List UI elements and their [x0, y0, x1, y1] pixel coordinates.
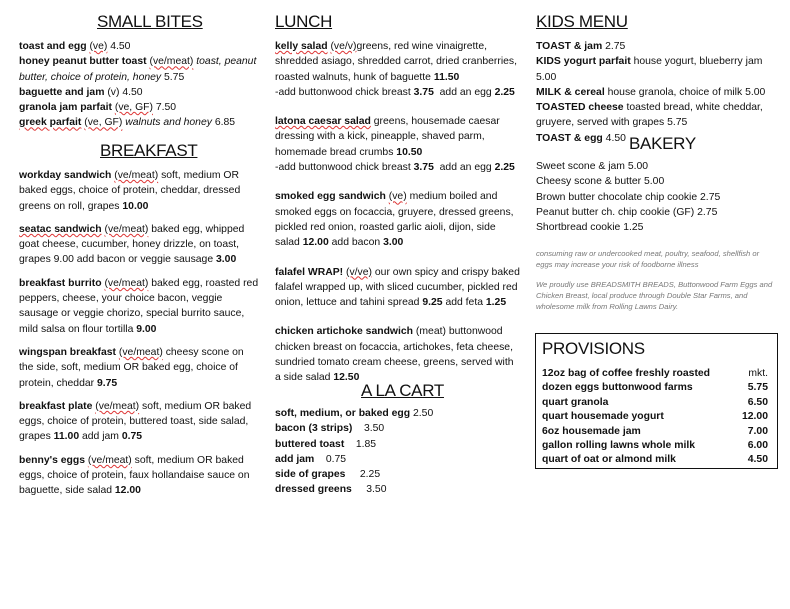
menu-item: baguette and jam (v) 4.50 [19, 86, 143, 98]
cart-item: buttered toast 1.85 [275, 438, 377, 450]
cart-item: dressed greens 3.50 [275, 484, 387, 496]
provisions-price: 6.00 [747, 440, 768, 451]
kids-item: TOASTED cheese toasted bread, white cheddar, gruyere, served with grapes 5.75 [536, 102, 763, 129]
breakfast-heading: BREAKFAST [100, 141, 198, 160]
provisions-heading: PROVISIONS [542, 339, 645, 358]
provisions-row [542, 410, 768, 424]
provisions-label: 12oz bag of coffee freshly roasted [542, 368, 711, 379]
menu-item-addon: -add buttonwood chick breast 3.75 add an egg 2.25 [275, 162, 515, 174]
bakery-item: Sweet scone & jam 5.00 [536, 161, 649, 172]
bakery-item: Shortbread cookie 1.25 [536, 222, 644, 234]
provisions-label: quart of oat or almond milk [542, 454, 676, 465]
kids-menu-list [536, 39, 781, 146]
menu-item: greek parfait (ve, GF) walnuts and honey 6.85 [19, 117, 236, 129]
provisions-price: 6.50 [747, 397, 768, 408]
provisions-label: dozen eggs buttonwood farms [542, 382, 693, 393]
provisions-row [542, 453, 768, 467]
sourcing-note: We proudly use BREADSMITH BREADS, Buttonwood Farm Eggs and Chicken Breast, local produce through Double Star Farms, and wholesome milk from Rolling Lawns Dairy. [536, 280, 773, 311]
provisions-row [542, 439, 768, 453]
cart-item: side of grapes 2.25 [275, 469, 381, 481]
menu-item: smoked egg sandwich (ve) medium boiled and smoked eggs on focaccia, gruyere, dressed greens, pickled red onion, roasted garlic aioli, dijon, side salad 12.00 add bacon 3.00 [275, 191, 514, 249]
small-bites-heading: SMALL BITES [97, 12, 203, 31]
provisions-row [542, 396, 768, 410]
provisions-label: quart granola [542, 397, 609, 408]
bakery-item: Peanut butter ch. chip cookie (GF) 2.75 [536, 206, 718, 218]
kids-menu-heading: KIDS MENU [536, 12, 628, 31]
a-la-cart-heading: A LA CART [361, 381, 444, 400]
provisions-price: mkt. [748, 368, 768, 379]
provisions-price: 12.00 [741, 411, 768, 422]
menu-item: honey peanut butter toast (ve/meat) toast, peanut butter, choice of protein, honey 5.75 [19, 56, 257, 83]
provisions-row [542, 367, 768, 381]
kids-item: KIDS yogurt parfait house yogurt, blueberry jam 5.00 [536, 56, 763, 83]
menu-item: breakfast plate (ve/meat) soft, medium OR baked eggs, choice of protein, buttered toast, side salad, grapes 11.00 add jam 0.75 [19, 400, 252, 443]
cart-item: soft, medium, or baked egg 2.50 [275, 408, 434, 419]
menu-item: breakfast burrito (ve/meat) baked egg, roasted red peppers, cheese, your choice bacon, veggie sausage or veggie chorizo, special burrito sauce, mild salsa on flour tortilla 9.00 [19, 277, 259, 335]
provisions-row [542, 425, 768, 439]
cart-item: bacon (3 strips) 3.50 [275, 423, 385, 435]
menu-item: chicken artichoke sandwich (meat) buttonwood chicken breast on focaccia, artichokes, feta cheese, sundried tomato cream cheese, greens, served with a side salad 12.50 [275, 326, 514, 384]
menu-item: toast and egg (ve) 4.50 [19, 41, 131, 52]
kids-item: MILK & cereal house granola, choice of milk 5.00 [536, 86, 766, 98]
menu-item: granola jam parfait (ve, GF) 7.50 [19, 102, 177, 114]
food-safety-note: consuming raw or undercooked meat, poultry, seafood, shellfish or eggs may increase your risk of foodborne illness [536, 249, 760, 269]
menu-item: benny's eggs (ve/meat) soft, medium OR baked eggs, choice of protein, faux hollandaise sauce on baguette, side salad 12.00 [19, 454, 250, 497]
bakery-heading: BAKERY [629, 134, 696, 153]
provisions-box [535, 333, 778, 469]
menu-item-addon: -add buttonwood chick breast 3.75 add an egg 2.25 [275, 86, 515, 98]
provisions-label: gallon rolling lawns whole milk [542, 440, 695, 451]
menu-item: latona caesar salad greens, housemade caesar dressing with a kick, pineapple, shaved parm, homemade bread crumbs 10.50 [275, 116, 500, 158]
provisions-price: 7.00 [747, 426, 768, 437]
menu-item: workday sandwich (ve/meat) soft, medium OR baked eggs, choice of protein, cheddar, dressed greens on roll, grapes 10.00 [19, 170, 241, 212]
provisions-price: 5.75 [747, 382, 768, 393]
provisions-label: 6oz housemade jam [542, 426, 641, 437]
lunch-heading: LUNCH [275, 12, 333, 31]
lunch-list [275, 39, 520, 386]
menu-item: wingspan breakfast (ve/meat) cheesy scone on the side, soft, medium OR baked egg, choice of protein, cheddar 9.75 [19, 346, 244, 389]
bakery-item: Cheesy scone & butter 5.00 [536, 176, 665, 188]
bakery-list [536, 159, 781, 235]
menu-item: kelly salad (ve/v)greens, red wine vinaigrette, shredded asiago, shredded carrot, dried cranberries, roasted walnuts, hunk of baguette 11.50 [275, 41, 518, 83]
breakfast-list [19, 168, 259, 499]
menu-item: seatac sandwich (ve/meat) baked egg, whipped goat cheese, cucumber, honey drizzle, on toast, grapes 9.00 add bacon or veggie sausage 3.00 [19, 223, 245, 266]
small-bites-list [19, 39, 259, 131]
cart-item: add jam 0.75 [275, 453, 347, 465]
kids-item: TOAST & egg 4.50 [536, 132, 626, 144]
menu-item: falafel WRAP! (v/ve) our own spicy and crispy baked falafel wrapped up, with sliced cucumber, pickled red onion, lettuce and tahini spread 9.25 add feta 1.25 [275, 266, 520, 309]
bakery-item: Brown butter chocolate chip cookie 2.75 [536, 191, 721, 203]
provisions-label: quart housemade yogurt [542, 411, 664, 422]
provisions-row [542, 381, 768, 395]
provisions-price: 4.50 [747, 454, 768, 465]
kids-item: TOAST & jam 2.75 [536, 41, 626, 52]
a-la-cart-list [275, 406, 520, 498]
